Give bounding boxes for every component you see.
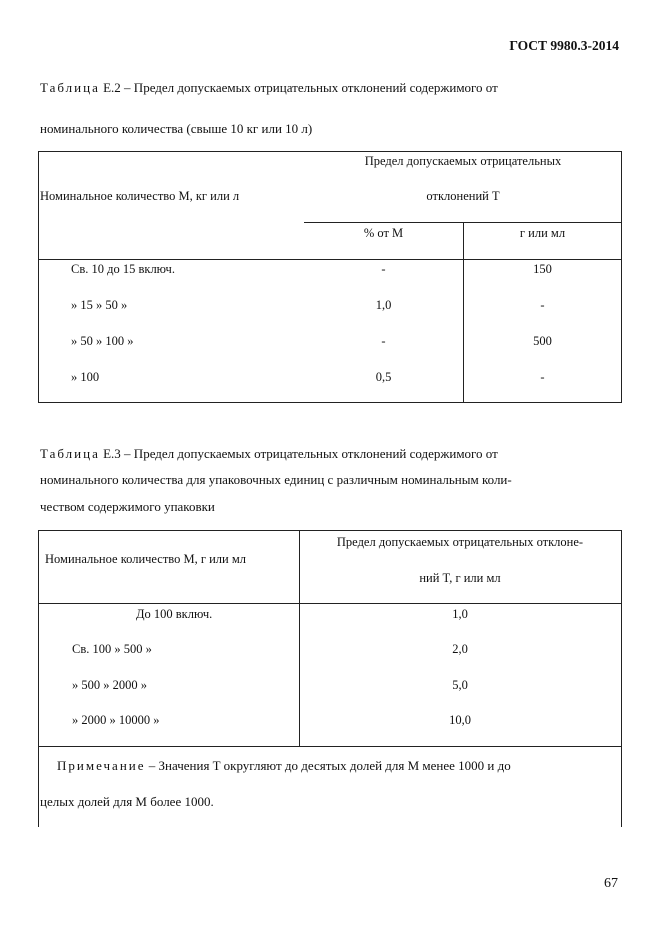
table2-row-label: » 100 [71,370,100,384]
table2-row-percent: - [381,262,386,276]
table3-caption-line3: чеством содержимого упаковки [40,499,215,514]
table2-row-units: - [540,298,545,312]
table3-row-label: » 500 » 2000 » [72,678,147,692]
table2-header-bottom [39,259,621,260]
table2-col1-header: Номинальное количество M, кг или л [40,189,240,203]
table2-caption-word: Таблица [40,80,100,95]
table2-subheader-percent: % от M [363,226,404,240]
note-word: Примечание [57,758,146,773]
table2-row-percent: 0,5 [375,370,392,384]
table2-row-units: 500 [533,334,552,348]
table2-group-header-line2: отклонений T [426,189,500,203]
table2-subheader-units: г или мл [519,226,566,240]
table2-group-header-line1: Предел допускаемых отрицательных [364,154,562,168]
table3-row-value: 2,0 [452,642,468,656]
table2-row-label: Св. 10 до 15 включ. [71,262,175,276]
table3-col2-header-line2: ний T, г или мл [419,571,501,585]
table3-row-label: Св. 100 » 500 » [72,642,152,656]
table3-row-label: » 2000 » 10000 » [72,713,160,727]
table3-caption-line2: номинального количества для упаковочных единиц с различным номинальным коли- [40,472,512,487]
table-e2 [38,151,622,403]
table3-row-label: До 100 включ. [136,607,213,621]
table3-row-value: 10,0 [449,713,471,727]
table3-note-line2: целых долей для M более 1000. [40,794,214,809]
document-id: ГОСТ 9980.3-2014 [509,38,619,53]
table2-row-percent: 1,0 [375,298,392,312]
table3-header-bottom [39,603,621,604]
table3-caption-text: Е.3 – Предел допускаемых отрицательных отклонений содержимого от [103,446,498,461]
table3-col1-header: Номинальное количество M, г или мл [45,552,246,566]
table3-body-bottom [39,746,621,747]
table3-row-value: 1,0 [452,607,468,621]
table2-row-units: - [540,370,545,384]
table3-col2-header-line1: Предел допускаемых отрицательных отклоне- [336,535,584,549]
table2-row-units: 150 [533,262,552,276]
table2-row-percent: - [381,334,386,348]
table3-row-value: 5,0 [452,678,468,692]
table3-caption-word: Таблица [40,446,100,461]
table3-note-line1 [57,758,511,774]
note-text: – Значения T округляют до десятых долей для M менее 1000 и до [148,758,511,773]
table2-row-label: » 50 » 100 » [71,334,134,348]
table-e3 [38,530,622,827]
page-number: 67 [604,876,618,891]
table2-caption [40,80,498,96]
table2-caption-line2: номинального количества (свыше 10 кг или 10 л) [40,121,313,136]
table3-caption [40,446,498,462]
table2-row-label: » 15 » 50 » [71,298,128,312]
table2-caption-text: Е.2 – Предел допускаемых отрицательных отклонений содержимого от [103,80,498,95]
